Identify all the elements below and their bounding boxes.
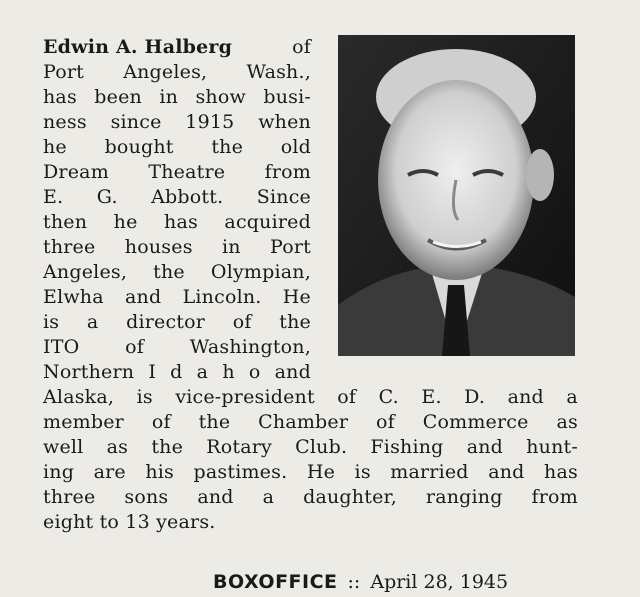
text-line: then he has acquired [43,211,311,233]
text-line: E. G. Abbott. Since [43,186,311,208]
text-line: Angeles, the Olympian, [43,261,311,283]
publication-name: BOXOFFICE [213,571,338,593]
text-line: has been in show busi- [43,86,311,108]
text-line: Edwin A. Halberg of [43,36,311,58]
text-line: well as the Rotary Club. Fishing and hunt- [43,436,578,458]
text-line: Elwha and Lincoln. He [43,286,311,308]
text-line: he bought the old [43,136,311,158]
portrait-photo [338,35,575,356]
footer-separator: :: [347,571,361,593]
page-footer [213,571,508,593]
text-line: ITO of Washington, [43,336,311,358]
text-line: Port Angeles, Wash., [43,61,311,83]
text-line: three houses in Port [43,236,311,258]
text-line: is a director of the [43,311,311,333]
text-line: Northern I d a h o and [43,361,311,383]
person-name: Edwin A. Halberg [43,36,233,58]
text-line: member of the Chamber of Commerce as [43,411,578,433]
issue-date: April 28, 1945 [370,571,509,593]
text-line: eight to 13 years. [43,511,216,533]
text-line: ing are his pastimes. He is married and has [43,461,578,483]
text-line: Alaska, is vice-president of C. E. D. and a [43,386,578,408]
text-line: Dream Theatre from [43,161,311,183]
text-line: three sons and a daughter, ranging from [43,486,578,508]
text-line: ness since 1915 when [43,111,311,133]
